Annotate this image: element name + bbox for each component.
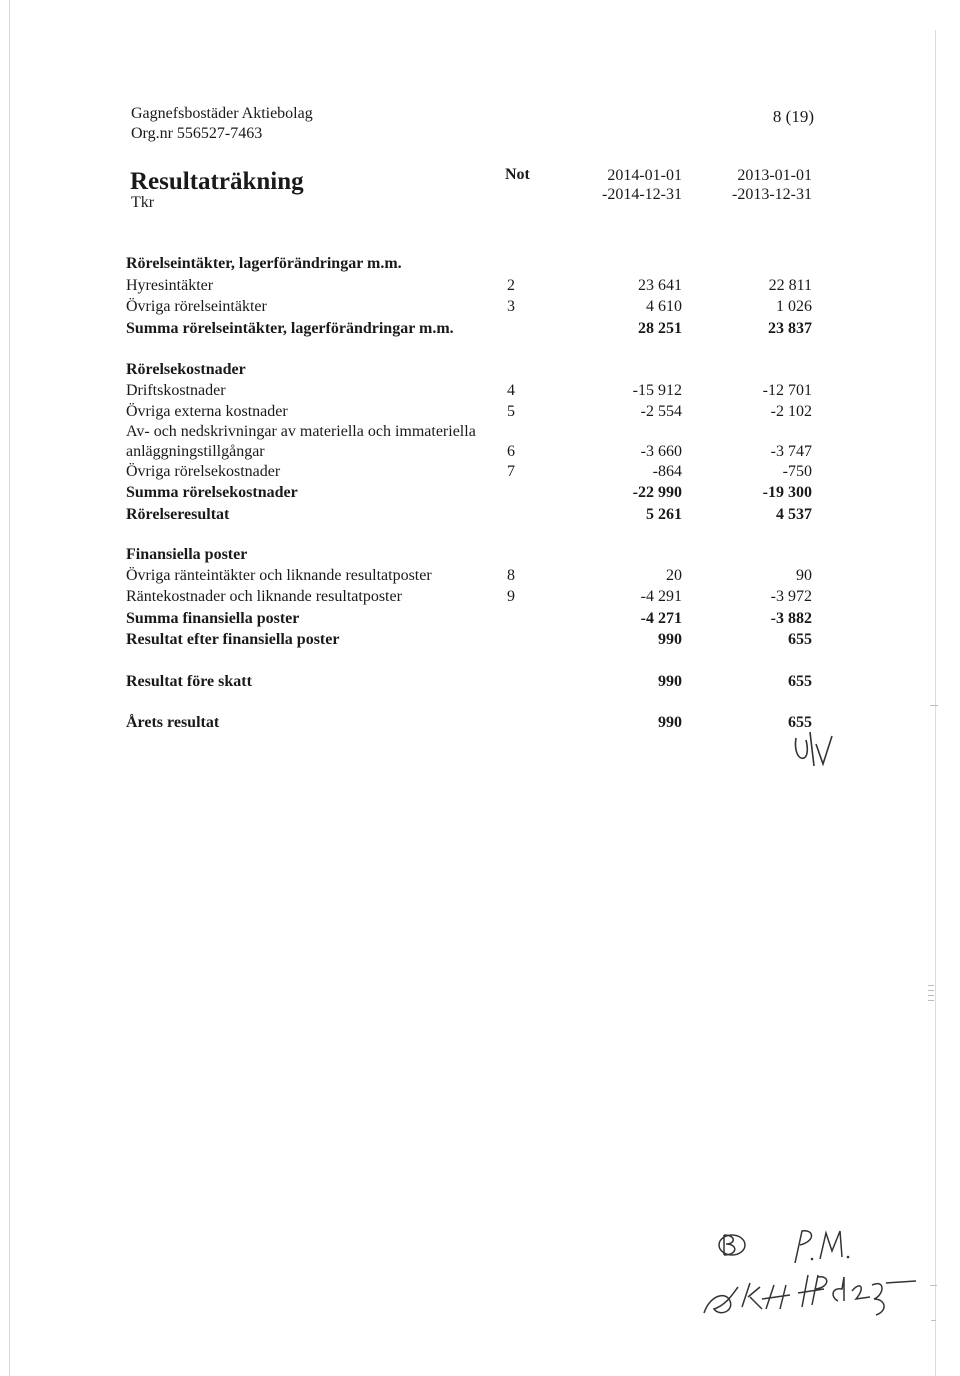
handwritten-signature-block [690,1225,920,1325]
scan-mark [928,985,934,986]
row-value-2014: -4 291 [640,588,682,605]
row-value-2014: -2 554 [640,403,682,420]
row-label: anläggningstillgångar [126,443,265,460]
company-name: Gagnefsbostäder Aktiebolag [131,105,313,122]
row-value-2013: 1 026 [776,298,812,315]
period-current-to: -2014-12-31 [602,186,682,203]
row-label: Finansiella poster [126,546,248,563]
row-value-2013: 4 537 [776,506,812,523]
period-prior-to: -2013-12-31 [732,186,812,203]
signature-stroke [886,1281,916,1283]
period-current-header [590,166,682,204]
row-label: Resultat efter finansiella poster [126,631,340,648]
row-value-2013: -12 701 [762,382,812,399]
row-label: Av- och nedskrivningar av materiella och immateriella [126,423,476,440]
row-value-2014: 990 [658,673,682,690]
signature-stroke [704,1287,738,1313]
page-title: Resultaträkning [130,168,304,195]
row-label: Rörelsekostnader [126,361,246,378]
signature-stroke [724,1235,735,1255]
row-label: Hyresintäkter [126,277,214,294]
handwritten-initials [790,728,840,770]
signature-stroke [762,1285,790,1309]
row-note: 4 [507,382,515,399]
row-label: Räntekostnader och liknande resultatposter [126,588,402,605]
signature-stroke [820,1231,842,1259]
row-value-2014: 4 610 [646,298,682,315]
row-value-2013: -2 102 [770,403,812,420]
row-value-2014: 20 [666,567,682,584]
row-value-2014: 28 251 [638,320,682,337]
initials-stroke [810,732,814,766]
unit-label: Tkr [131,194,155,211]
period-current-from: 2014-01-01 [607,167,682,184]
row-value-2014: -15 912 [632,382,682,399]
row-value-2013: -3 882 [770,610,812,627]
row-label: Rörelseresultat [126,506,230,523]
note-column-header: Not [505,166,530,183]
row-label: Summa finansiella poster [126,610,300,627]
row-label: Övriga externa kostnader [126,403,288,420]
scan-mark [928,995,934,996]
row-note: 6 [507,443,515,460]
scan-mark [930,705,938,706]
row-label: Övriga rörelsekostnader [126,463,281,480]
signature-stroke [798,1275,827,1307]
row-label: Rörelseintäkter, lagerförändringar m.m. [126,255,402,272]
row-value-2013: -750 [782,463,812,480]
row-value-2013: 22 811 [768,277,812,294]
row-value-2014: 990 [658,631,682,648]
row-note: 2 [507,277,515,294]
row-label: Summa rörelseintäkter, lagerförändringar m.m. [126,320,454,337]
signature-stroke [847,1256,850,1259]
row-note: 9 [507,588,515,605]
row-value-2013: -19 300 [762,484,812,501]
signature-stroke [795,1231,812,1263]
scan-edge-left [9,0,10,1376]
row-value-2014: -4 271 [640,610,682,627]
row-label: Årets resultat [126,714,220,731]
row-note: 3 [507,298,515,315]
initials-stroke [795,738,807,758]
period-prior-from: 2013-01-01 [737,167,812,184]
row-value-2013: -3 747 [770,443,812,460]
row-value-2014: -864 [652,463,682,480]
signature-stroke [811,1258,814,1261]
row-value-2013: -3 972 [770,588,812,605]
scan-mark [930,1285,937,1286]
org-number: Org.nr 556527-7463 [131,125,263,142]
row-value-2014: 990 [658,714,682,731]
row-label: Övriga rörelseintäkter [126,298,267,315]
scan-mark [928,990,934,991]
row-value-2014: -3 660 [640,443,682,460]
row-value-2014: -22 990 [632,484,682,501]
row-label: Övriga ränteintäkter och liknande resultatposter [126,567,432,584]
row-value-2013: 655 [788,673,812,690]
row-value-2013: 90 [796,567,812,584]
scan-edge-right [935,30,936,1376]
row-value-2013: 655 [788,714,812,731]
signature-stroke [742,1283,762,1309]
initials-stroke [816,736,832,764]
row-value-2014: 23 641 [638,277,682,294]
page-number: 8 (19) [772,107,814,126]
period-prior-header [720,166,812,204]
row-value-2013: 23 837 [768,320,812,337]
signature-stroke [833,1277,844,1301]
scan-mark [931,1320,936,1321]
row-value-2013: 655 [788,631,812,648]
row-note: 8 [507,567,515,584]
row-note: 5 [507,403,515,420]
signature-stroke [852,1284,884,1315]
row-note: 7 [507,463,515,480]
row-label: Driftskostnader [126,382,226,399]
row-label: Resultat före skatt [126,673,252,690]
row-label: Summa rörelsekostnader [126,484,298,501]
row-value-2014: 5 261 [646,506,682,523]
scan-mark [928,1000,934,1001]
